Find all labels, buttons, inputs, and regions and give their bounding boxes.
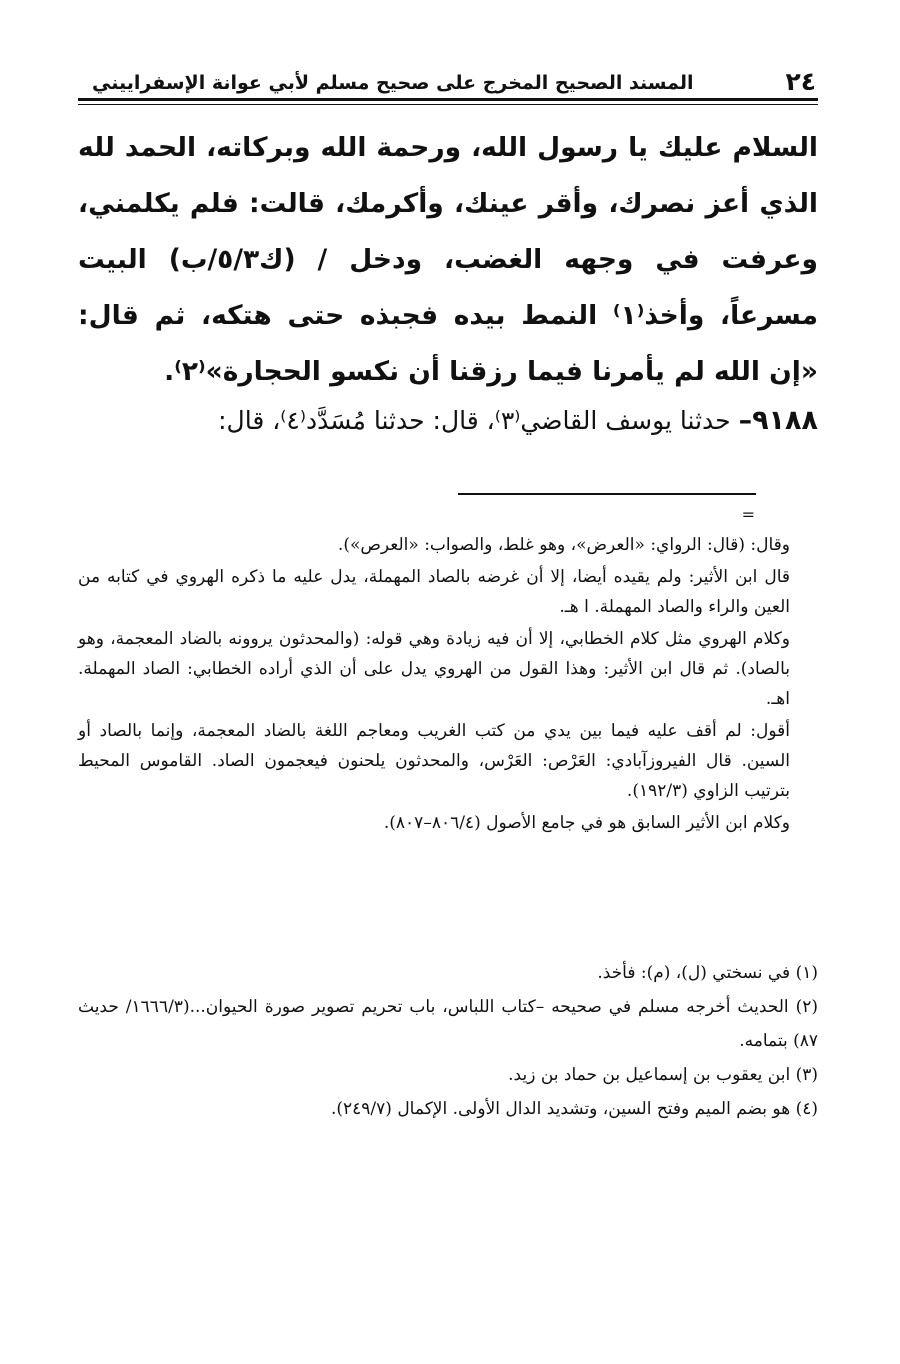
running-header (80, 66, 816, 96)
footnote-item: (٢) الحديث أخرجه مسلم في صحيحه –كتاب اللباس، باب تحريم تصوير صورة الحيوان...(١٦٦٦/٣/ حديث ٨٧) بتمامه. (78, 997, 818, 1051)
hadith-text: حدثنا يوسف القاضي⁽٣⁾، قال: حدثنا مُسَدَّد⁽٤⁾، قال: (218, 406, 731, 435)
note-paragraph: وقال: (قال: الرواي: «العرض»، وهو غلط، والصواب: «العرص»). (337, 535, 790, 555)
hadith-number: ٩١٨٨– (738, 405, 818, 436)
main-text (78, 120, 818, 400)
continuation-marker: = (741, 505, 755, 524)
footnote-item: (٤) هو بضم الميم وفتح السين، وتشديد الدال الأولى. الإكمال (٢٤٩/٧). (330, 1099, 818, 1119)
note-paragraph: أقول: لم أقف عليه فيما بين يدي من كتب الغريب ومعاجم اللغة بالضاد المعجمة، وإنما بالصاد أو السين. قال الفيروزآبادي: العَرْص: العَرْس، والمحدثون يلحنون فيعجمون الصاد. القاموس المحيط بترتيب الزاوي (١٩٢/٣). (78, 721, 790, 801)
note-paragraph: قال ابن الأثير: ولم يقيده أيضا، إلا أن غرضه بالصاد المهملة، يدل عليه ما ذكره الهروي في كتابه من العين والراء والصاد المهملة. ا هـ. (78, 567, 790, 617)
header-rule-thin (78, 104, 818, 105)
running-title: المسند الصحيح المخرج على صحيح مسلم لأبي عوانة الإسفراييني (92, 72, 694, 94)
footnote-separator (458, 493, 756, 495)
header-rule-thick (78, 98, 818, 101)
continued-notes (78, 530, 818, 838)
footnote-item: (١) في نسختي (ل)، (م): فأخذ. (597, 963, 818, 983)
note-paragraph: وكلام الهروي مثل كلام الخطابي، إلا أن فيه زيادة وهي قوله: (والمحدثون يروونه بالضاد المعجمة، وهو بالصاد). ثم قال ابن الأثير: وهذا القول من الهروي يدل على أن الذي أراده الخطابي: الصاد المهملة. اهـ. (78, 629, 790, 709)
note-paragraph: وكلام ابن الأثير السابق هو في جامع الأصول (٨٠٦/٤–٨٠٧). (383, 813, 790, 833)
footnotes (78, 956, 818, 1126)
page-number: ٢٤ (785, 67, 816, 96)
hadith-entry (78, 396, 818, 446)
main-paragraph: السلام عليك يا رسول الله، ورحمة الله وبركاته، الحمد لله الذي أعز نصرك، وأقر عينك، وأكرمك، قالت: فلم يكلمني، وعرفت في وجهه الغضب، ودخل / (ك٥/٣/ب) البيت مسرعاً، وأخذ⁽١⁾ النمط بيده فجبذه حتى هتكه، ثم قال: «إن الله لم يأمرنا فيما رزقنا أن نكسو الحجارة»⁽٢⁾. (78, 132, 818, 387)
footnote-item: (٣) ابن يعقوب بن إسماعيل بن حماد بن زيد. (508, 1065, 818, 1085)
